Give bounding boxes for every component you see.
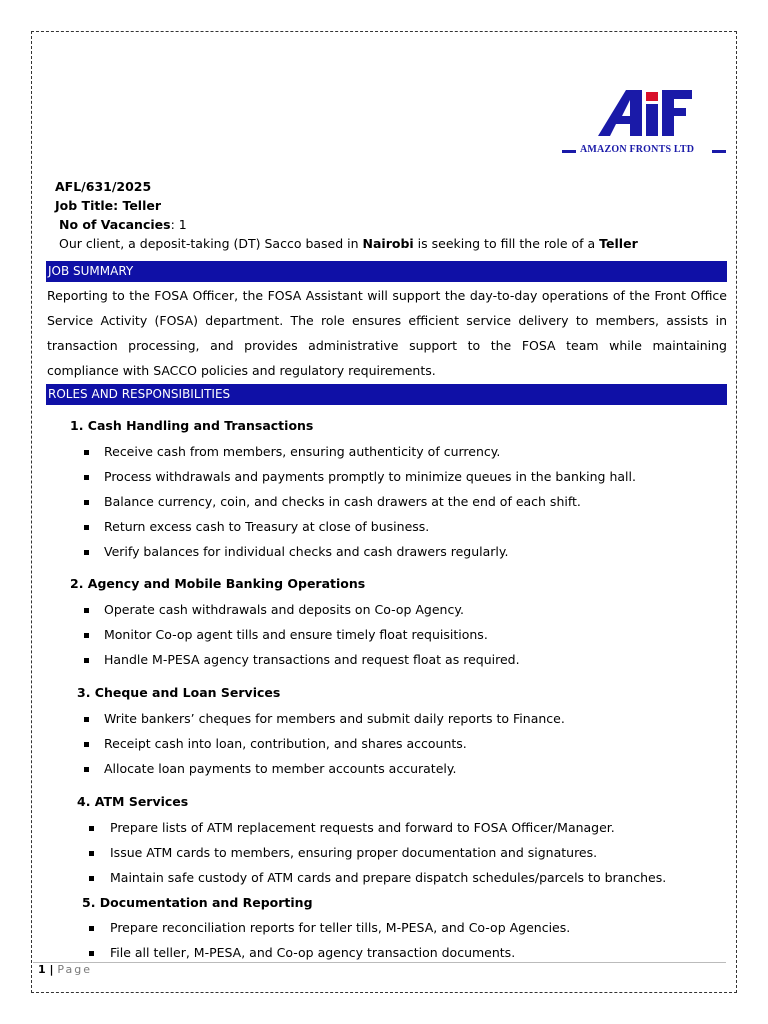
intro-text-2: is seeking to fill the role of a <box>413 236 600 251</box>
bullet-text: Operate cash withdrawals and deposits on Co-op Agency. <box>104 602 464 617</box>
bullet-square-icon <box>84 658 89 663</box>
page-separator: | <box>45 963 58 976</box>
roles-heading: ROLES AND RESPONSIBILITIES <box>46 384 727 405</box>
job-summary-heading: JOB SUMMARY <box>46 261 727 282</box>
bullet-text: Issue ATM cards to members, ensuring proper documentation and signatures. <box>110 845 598 860</box>
footer-divider <box>33 962 726 963</box>
bullet-text: Prepare lists of ATM replacement requests and forward to FOSA Officer/Manager. <box>110 820 615 835</box>
bullet-text: Verify balances for individual checks and cash drawers regularly. <box>104 544 509 559</box>
reference-number: AFL/631/2025 <box>55 179 152 194</box>
page-number: 1 <box>38 963 46 976</box>
bullet-square-icon <box>84 550 89 555</box>
page-footer <box>38 963 92 976</box>
section-heading: 1. Cash Handling and Transactions <box>70 418 314 433</box>
intro-city: Nairobi <box>362 236 414 251</box>
vacancies <box>59 216 187 234</box>
section-heading: 4. ATM Services <box>77 794 189 809</box>
bullet-text: Handle M-PESA agency transactions and request float as required. <box>104 652 520 667</box>
bullet-text: Process withdrawals and payments promptly to minimize queues in the banking hall. <box>104 469 636 484</box>
bullet-text: Balance currency, coin, and checks in cash drawers at the end of each shift. <box>104 494 581 509</box>
bullet-text: Allocate loan payments to member accounts accurately. <box>104 761 457 776</box>
bullet-square-icon <box>84 717 89 722</box>
bullet-square-icon <box>89 926 94 931</box>
intro-sentence <box>59 235 638 253</box>
job-title-label: Job Title: <box>55 198 123 213</box>
section-heading: 5. Documentation and Reporting <box>82 895 313 910</box>
bullet-text: Return excess cash to Treasury at close of business. <box>104 519 430 534</box>
bullet-text: File all teller, M-PESA, and Co-op agency transaction documents. <box>110 945 516 960</box>
bullet-text: Monitor Co-op agent tills and ensure timely float requisitions. <box>104 627 488 642</box>
bullet-text: Write bankers’ cheques for members and submit daily reports to Finance. <box>104 711 565 726</box>
bullet-square-icon <box>89 851 94 856</box>
logo-dash-left <box>562 150 576 153</box>
company-name: AMAZON FRONTS LTD <box>580 144 695 155</box>
intro-role: Teller <box>599 236 638 251</box>
aif-logo-icon <box>560 84 730 144</box>
bullet-square-icon <box>84 608 89 613</box>
bullet-square-icon <box>84 633 89 638</box>
job-title-value: Teller <box>122 198 162 213</box>
section-heading: 2. Agency and Mobile Banking Operations <box>70 576 366 591</box>
bullet-square-icon <box>89 826 94 831</box>
bullet-square-icon <box>84 500 89 505</box>
page-label: Page <box>57 963 92 976</box>
bullet-square-icon <box>84 767 89 772</box>
bullet-text: Prepare reconciliation reports for teller tills, M-PESA, and Co-op Agencies. <box>110 920 571 935</box>
intro-text: Our client, a deposit-taking (DT) Sacco based in <box>59 236 363 251</box>
logo-dash-right <box>712 150 726 153</box>
section-heading: 3. Cheque and Loan Services <box>77 685 281 700</box>
bullet-text: Maintain safe custody of ATM cards and prepare dispatch schedules/parcels to branches. <box>110 870 667 885</box>
bullet-text: Receipt cash into loan, contribution, and shares accounts. <box>104 736 467 751</box>
bullet-square-icon <box>84 742 89 747</box>
vacancies-value: : 1 <box>170 217 187 232</box>
bullet-text: Receive cash from members, ensuring authenticity of currency. <box>104 444 501 459</box>
bullet-square-icon <box>84 525 89 530</box>
job-title <box>55 197 161 215</box>
bullet-square-icon <box>84 450 89 455</box>
bullet-square-icon <box>89 876 94 881</box>
bullet-square-icon <box>84 475 89 480</box>
job-summary-text: Reporting to the FOSA Officer, the FOSA Assistant will support the day-to-day operations of the Front Office Service Activity (FOSA) department. The role ensures efficient service delivery to members, assists in transaction processing, and provides administrative support to the FOSA team while maintaining compliance with SACCO policies and regulatory requirements. <box>47 288 727 378</box>
vacancies-label: No of Vacancies <box>59 217 171 232</box>
bullet-square-icon <box>89 951 94 956</box>
